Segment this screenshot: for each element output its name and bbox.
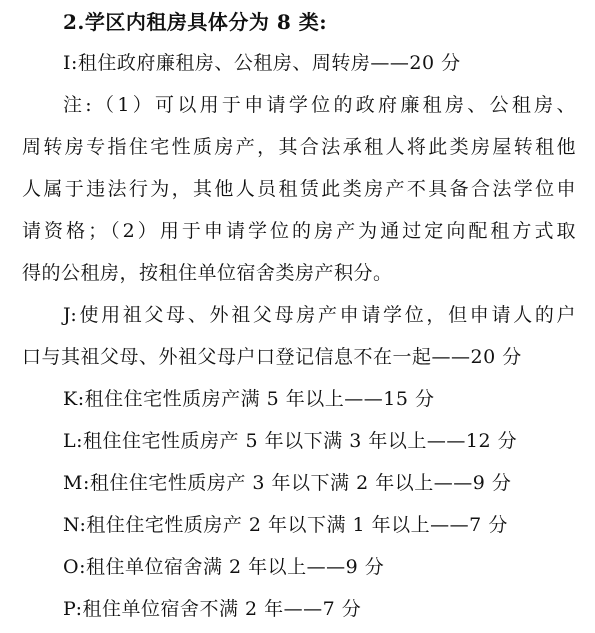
item-i: I:租住政府廉租房、公租房、周转房——20 分 xyxy=(63,52,461,74)
note-line-5: 得的公租房，按租住单位宿舍类房产积分。 xyxy=(22,262,393,284)
note-line-2: 周转房专指住宅性质房产，其合法承租人将此类房屋转租他 xyxy=(22,136,576,158)
note-line-1: 注:（1）可以用于申请学位的政府廉租房、公租房、 xyxy=(63,94,576,116)
section-heading: 2.学区内租房具体分为 8 类: xyxy=(63,10,328,34)
note-line-4: 请资格；（2）用于申请学位的房产为通过定向配租方式取 xyxy=(22,220,576,242)
note-line-3: 人属于违法行为，其他人员租赁此类房产不具备合法学位申 xyxy=(22,178,576,200)
item-n: N:租住住宅性质房产 2 年以下满 1 年以上——7 分 xyxy=(63,514,508,536)
item-l: L:租住住宅性质房产 5 年以下满 3 年以上——12 分 xyxy=(63,430,518,452)
item-m: M:租住住宅性质房产 3 年以下满 2 年以上——9 分 xyxy=(63,472,512,494)
item-k: K:租住住宅性质房产满 5 年以上——15 分 xyxy=(63,388,435,410)
item-j-line-2: 口与其祖父母、外祖父母户口登记信息不在一起——20 分 xyxy=(22,346,522,368)
item-j-line-1: J:使用祖父母、外祖父母房产申请学位，但申请人的户 xyxy=(63,304,576,326)
item-p: P:租住单位宿舍不满 2 年——7 分 xyxy=(63,598,362,620)
item-o: O:租住单位宿舍满 2 年以上——9 分 xyxy=(63,556,385,578)
